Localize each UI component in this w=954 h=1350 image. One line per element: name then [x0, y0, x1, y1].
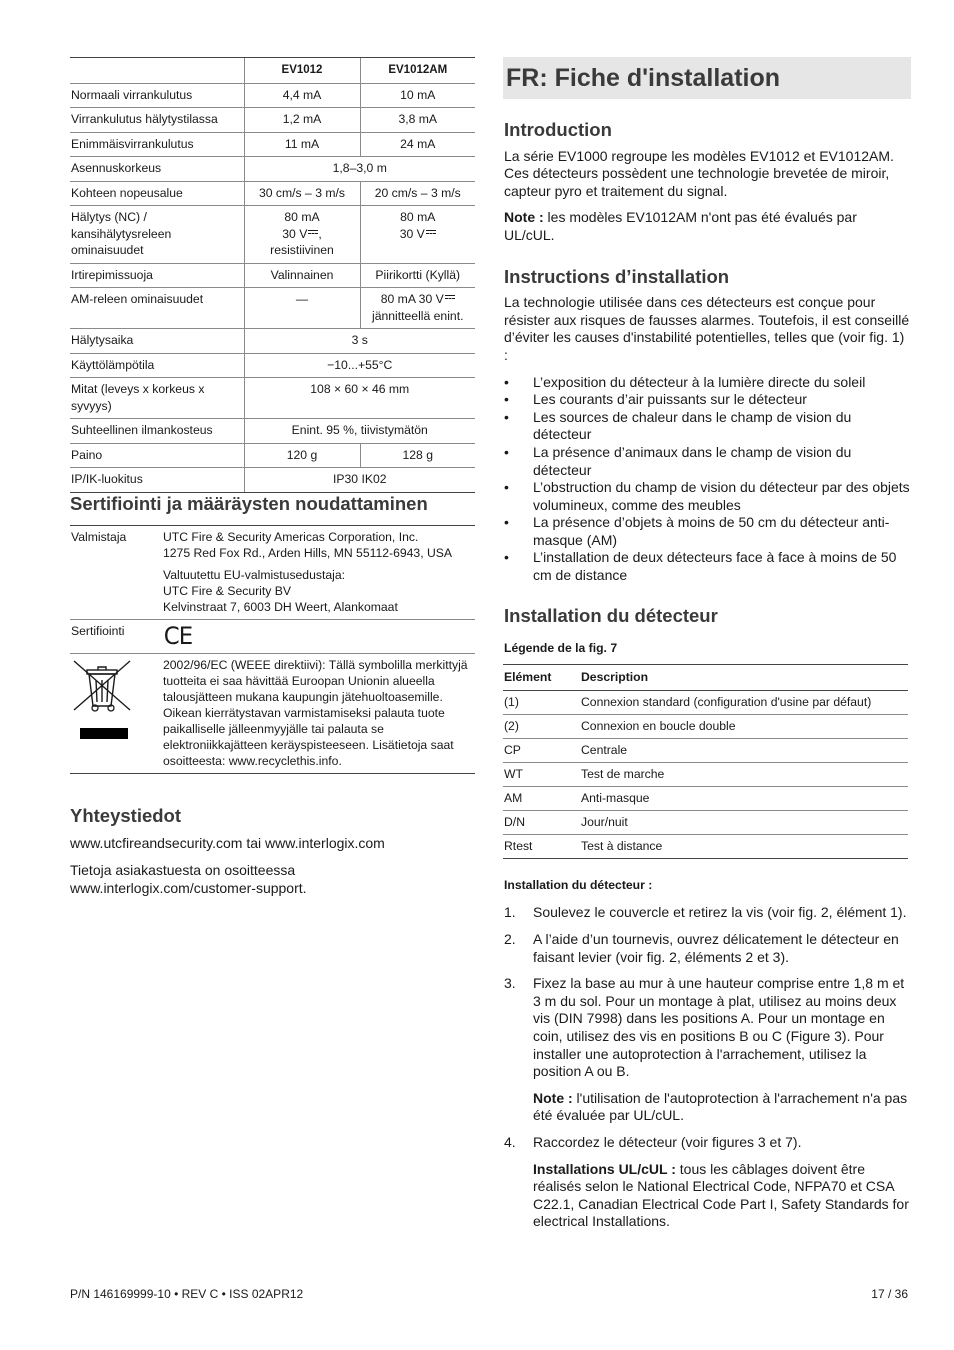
spec-table — [70, 57, 475, 493]
legend-caption: Légende de la fig. 7 — [504, 641, 618, 656]
cell-line: 30 V — [361, 226, 476, 243]
column-header: EV1012 — [244, 58, 360, 84]
cell-value: 120 g — [244, 443, 360, 468]
section-heading: Yhteystiedot — [70, 805, 182, 826]
row-label: Irtirepimissuoja — [70, 263, 244, 288]
table-row — [503, 810, 908, 834]
step-text: Fixez la base au mur à une hauteur comprise entre 1,8 m et 3 m du sol. Pour un montage à plat, utilisez au moins deux vis (DIN 7998) dans les positions A. Pour un montage en coin, utilisez des vis en positions B ou C (Figure 3). Pour installer une autoprotection à l'arrachement, utilisez la position A ou B. — [533, 975, 905, 1080]
cell-line: 30 V , — [282, 226, 322, 241]
step-number: 2. — [504, 931, 516, 948]
row-label: Enimmäisvirrankulutus — [70, 132, 244, 157]
cell-value: 1,8–3,0 m — [244, 157, 475, 182]
row-label: Hälytys (NC) / kansihälytysreleen ominaisuudet — [70, 206, 244, 264]
legend-description: Anti-masque — [580, 786, 908, 810]
list-item: • Les courants d’air puissants sur le détecteur — [503, 391, 911, 409]
table-row — [503, 714, 908, 738]
address-line: Kelvinstraat 7, 6003 DH Weert, Alankomaat — [163, 600, 398, 614]
contact-support: Tietoja asiakastuesta on osoitteessa www.interlogix.com/customer-support. — [70, 862, 307, 896]
table-row — [503, 690, 908, 714]
step-number: 4. — [504, 1133, 516, 1150]
crossed-out-bin-icon — [71, 658, 133, 744]
column-header: EV1012AM — [360, 58, 475, 84]
table-row — [70, 83, 475, 108]
address-line: UTC Fire & Security BV — [163, 584, 291, 598]
cell-line: 80 mA — [400, 210, 436, 224]
list-item: • Les sources de chaleur dans le champ de vision du détecteur — [503, 409, 911, 444]
cell-value: 30 cm/s – 3 m/s — [244, 181, 360, 206]
list-item: • La présence d’objets à moins de 50 cm du détecteur anti-masque (AM) — [503, 514, 911, 549]
cell-value: −10...+55°C — [244, 353, 475, 378]
cell-value: Enint. 95 %, tiivistymätön — [244, 419, 475, 444]
table-header-row — [70, 58, 475, 84]
row-label: Paino — [70, 443, 244, 468]
contact-section — [70, 807, 475, 907]
page-footer — [70, 1287, 908, 1301]
row-label: Valmistaja — [70, 526, 163, 620]
certification-section — [70, 493, 475, 774]
list-item — [503, 904, 911, 922]
table-row — [70, 378, 475, 419]
legend-element: (1) — [503, 690, 580, 714]
cell-value: 128 g — [360, 443, 475, 468]
cell-value — [360, 206, 475, 264]
cell-value: Piirikortti (Kyllä) — [360, 263, 475, 288]
list-item — [503, 931, 911, 966]
cell-value: IP30 IK02 — [244, 468, 475, 493]
address-line: UTC Fire & Security Americas Corporation, Inc. — [163, 530, 419, 544]
legend-element: D/N — [503, 810, 580, 834]
table-row — [70, 132, 475, 157]
table-row — [70, 468, 475, 493]
legend-description: Connexion en boucle double — [580, 714, 908, 738]
table-row — [503, 738, 908, 762]
table-row — [503, 834, 908, 858]
legend-description: Test de marche — [580, 762, 908, 786]
certification-table — [70, 525, 475, 774]
table-row — [70, 443, 475, 468]
row-label: Mitat (leveys x korkeus x syvyys) — [70, 378, 244, 419]
table-row — [70, 329, 475, 354]
table-row — [70, 263, 475, 288]
step-text: Raccordez le détecteur (voir figures 3 et 7). — [533, 1133, 802, 1150]
row-label: Asennuskorkeus — [70, 157, 244, 182]
cell-value — [360, 288, 475, 329]
cell-line: jännitteellä enint. — [372, 308, 464, 323]
step-number: 3. — [504, 975, 516, 992]
cell-line: 80 mA — [284, 210, 320, 224]
cell-value: — — [244, 288, 360, 329]
list-item: • L’exposition du détecteur à la lumière directe du soleil — [503, 374, 911, 392]
step-number: 1. — [504, 904, 516, 921]
row-label: Virrankulutus hälytystilassa — [70, 108, 244, 133]
page-number: 17 / 36 — [871, 1287, 908, 1301]
row-label: Suhteellinen ilmankosteus — [70, 419, 244, 444]
contact-websites: www.utcfireandsecurity.com tai www.interlogix.com — [70, 834, 385, 851]
weee-text: 2002/96/EC (WEEE direktiivi): Tällä symbolilla merkittyjä tuotteita ei saa hävittää Euroopan Unionin alueella talousjätteen mukana kaupungin jätehuoltoasemille. Oikean kierrätystavan varmistamiseksi palauta tuote paikalliselle jälleenmyyjälle tai palauta se elektroniikkajätteen keräyspisteeseen. Lisätietoja saat osoitteesta: www.recyclethis.info. — [163, 654, 475, 774]
section-heading: Introduction — [504, 119, 612, 140]
table-row — [70, 206, 475, 264]
column-header: Elément — [503, 664, 580, 690]
install-steps — [503, 904, 911, 1231]
cell-line: 80 mA 30 V — [361, 291, 476, 308]
page-title: FR: Fiche d'installation — [506, 64, 781, 92]
part-number: P/N 146169999-10 • REV C • ISS 02APR12 — [70, 1287, 304, 1301]
cell-line: resistiivinen — [270, 243, 334, 257]
cell-value: 4,4 mA — [244, 83, 360, 108]
address-line: 1275 Red Fox Rd., Arden Hills, MN 55112-6943, USA — [163, 546, 453, 560]
table-row — [503, 762, 908, 786]
list-item: • L’obstruction du champ de vision du détecteur par des objets volumineux, comme des meubles — [503, 479, 911, 514]
row-label: Sertifiointi — [70, 620, 163, 654]
table-row — [70, 654, 475, 774]
table-row — [70, 526, 475, 620]
section-heading: Installation du détecteur — [504, 604, 718, 626]
section-heading: Instructions d’installation — [504, 265, 730, 287]
legend-description: Test à distance — [580, 834, 908, 858]
dc-symbol-icon — [308, 230, 318, 236]
bullet-list — [503, 374, 911, 585]
row-label: Kohteen nopeusalue — [70, 181, 244, 206]
legend-element: (2) — [503, 714, 580, 738]
section-heading: Sertifiointi ja määräysten noudattaminen — [70, 493, 428, 514]
title-banner — [503, 57, 911, 99]
table-row — [70, 181, 475, 206]
cell-value: 108 × 60 × 46 mm — [244, 378, 475, 419]
list-item — [503, 1134, 911, 1231]
row-label: Käyttölämpötila — [70, 353, 244, 378]
column-header: Description — [580, 664, 908, 690]
cell-value: 1,2 mA — [244, 108, 360, 133]
cell-value — [163, 526, 475, 620]
row-label: AM-releen ominaisuudet — [70, 288, 244, 329]
table-row — [70, 419, 475, 444]
cell-value: 20 cm/s – 3 m/s — [360, 181, 475, 206]
table-row — [70, 288, 475, 329]
cell-value — [163, 620, 475, 654]
cell-value: 10 mA — [360, 83, 475, 108]
steps-caption: Installation du détecteur : — [504, 877, 653, 892]
cell-value: 24 mA — [360, 132, 475, 157]
row-label: Hälytysaika — [70, 329, 244, 354]
table-row — [70, 353, 475, 378]
note-paragraph: Note : les modèles EV1012AM n'ont pas été évalués par UL/cUL. — [504, 209, 857, 243]
step-note: Note : l'utilisation de l'autoprotection à l'arrachement n'a pas été évaluée par UL/cUL. — [533, 1089, 908, 1124]
list-item: • La présence d’animaux dans le champ de vision du détecteur — [503, 444, 911, 479]
legend-element: WT — [503, 762, 580, 786]
legend-element: CP — [503, 738, 580, 762]
list-item — [503, 975, 911, 1125]
cell-value: 11 mA — [244, 132, 360, 157]
dc-symbol-icon — [426, 230, 436, 236]
legend-element: AM — [503, 786, 580, 810]
address-line: Valtuutettu EU-valmistusedustaja: — [163, 568, 345, 582]
table-header-row — [503, 664, 908, 690]
legend-description: Connexion standard (configuration d'usine par défaut) — [580, 690, 908, 714]
cell-value — [244, 206, 360, 264]
legend-description: Centrale — [580, 738, 908, 762]
weee-icon-cell — [70, 654, 163, 774]
paragraph: La série EV1000 regroupe les modèles EV1012 et EV1012AM. Ces détecteurs possèdent une technologie brevetée de miroir, capteur pyro et traitement du signal. — [504, 147, 894, 199]
ce-mark-icon: CE — [163, 622, 193, 650]
dc-symbol-icon — [445, 295, 455, 301]
step-note: Installations UL/cUL : tous les câblages doivent être réalisés selon le National Electrical Code, NFPA70 et CSA C22.1, Canadian Electrical Code Part I, Safety Standards for electrical Installations. — [533, 1160, 909, 1230]
table-row — [503, 786, 908, 810]
cell-value: 3 s — [244, 329, 475, 354]
legend-description: Jour/nuit — [580, 810, 908, 834]
legend-table — [503, 664, 908, 859]
left-column — [70, 57, 475, 896]
cell-value: Valinnainen — [244, 263, 360, 288]
table-row — [70, 157, 475, 182]
table-row — [70, 620, 475, 654]
right-column — [503, 57, 911, 1240]
row-label: IP/IK-luokitus — [70, 468, 244, 493]
step-text: A l’aide d’un tournevis, ouvrez délicatement le détecteur en faisant levier (voir fig. 2, éléments 2 et 3). — [533, 931, 899, 965]
list-item: • L’installation de deux détecteurs face à face à moins de 50 cm de distance — [503, 549, 911, 584]
cell-value: 3,8 mA — [360, 108, 475, 133]
step-text: Soulevez le couvercle et retirez la vis (voir fig. 2, élément 1). — [533, 904, 907, 921]
paragraph: La technologie utilisée dans ces détecteurs est conçue pour résister aux risques de fausses alarmes. Toutefois, il est conseillé d’éviter les causes d'instabilité potentielles, telles que (voir fig. 1) : — [504, 294, 910, 363]
table-row — [70, 108, 475, 133]
row-label: Normaali virrankulutus — [70, 83, 244, 108]
legend-element: Rtest — [503, 834, 580, 858]
